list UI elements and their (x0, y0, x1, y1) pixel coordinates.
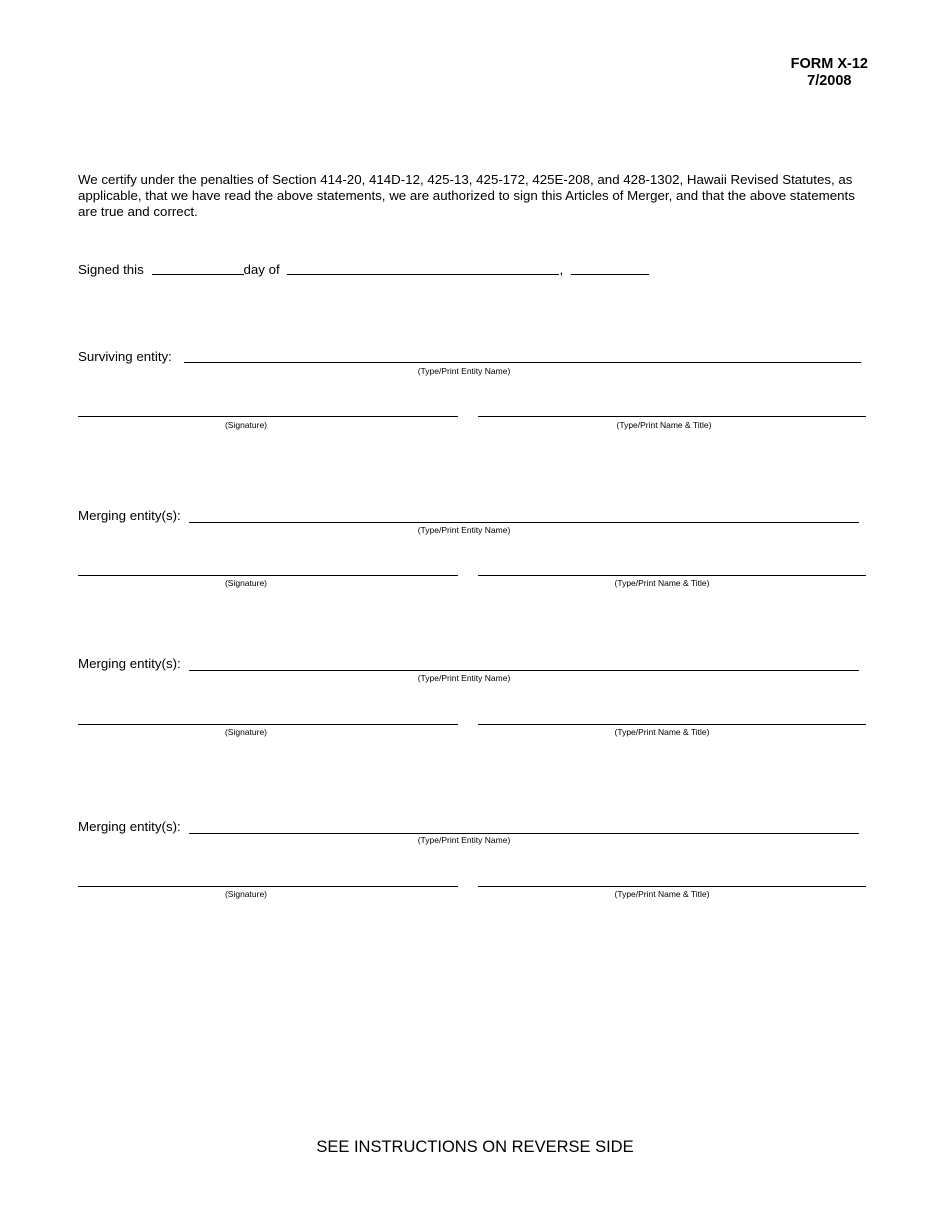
signature-caption: (Signature) (224, 727, 268, 737)
footer-instructions: SEE INSTRUCTIONS ON REVERSE SIDE (316, 1138, 634, 1156)
merging-entity-label: Merging entity(s): (78, 656, 181, 671)
signed-year-field[interactable] (571, 274, 649, 275)
signed-prefix: Signed this (78, 262, 144, 277)
merging-name-title-field[interactable] (478, 886, 866, 887)
merging-entity-name-field[interactable] (189, 670, 859, 671)
merging-signature-field[interactable] (78, 724, 458, 725)
certification-statement: We certify under the penalties of Section 414-20, 414D-12, 425-13, 425-172, 425E-208, and 428-1302, Hawaii Revised Statutes, as applicable, that we have read the above statements, we are authorized to sign this Articles of Merger, and that the above statements are true and correct. (78, 172, 855, 219)
name-title-caption: (Type/Print Name & Title) (616, 420, 712, 430)
form-number: FORM X-12 (790, 56, 868, 72)
entity-name-caption: (Type/Print Entity Name) (417, 835, 511, 845)
signature-caption: (Signature) (224, 420, 268, 430)
surviving-signature-field[interactable] (78, 416, 458, 417)
merging-entity-label: Merging entity(s): (78, 508, 181, 523)
merging-signature-field[interactable] (78, 886, 458, 887)
merging-entity-label: Merging entity(s): (78, 819, 181, 834)
surviving-entity-name-field[interactable] (184, 362, 861, 363)
signed-month-field[interactable] (287, 274, 559, 275)
merging-name-title-field[interactable] (478, 724, 866, 725)
entity-name-caption: (Type/Print Entity Name) (417, 673, 511, 683)
merging-entity-name-field[interactable] (189, 522, 859, 523)
signature-caption: (Signature) (224, 578, 268, 588)
signed-date-line (78, 262, 649, 277)
name-title-caption: (Type/Print Name & Title) (614, 727, 710, 737)
signed-day-field[interactable] (152, 274, 244, 275)
form-revision-date: 7/2008 (807, 73, 852, 89)
merging-name-title-field[interactable] (478, 575, 866, 576)
surviving-name-title-field[interactable] (478, 416, 866, 417)
name-title-caption: (Type/Print Name & Title) (614, 578, 710, 588)
merging-entity-name-field[interactable] (189, 833, 859, 834)
day-of-label: day of (243, 262, 280, 277)
form-identifier (791, 56, 868, 90)
entity-name-caption: (Type/Print Entity Name) (417, 525, 511, 535)
merging-signature-field[interactable] (78, 575, 458, 576)
surviving-entity-label: Surviving entity: (78, 349, 172, 364)
name-title-caption: (Type/Print Name & Title) (614, 889, 710, 899)
signature-caption: (Signature) (224, 889, 268, 899)
comma: , (559, 262, 564, 277)
entity-name-caption: (Type/Print Entity Name) (417, 366, 511, 376)
